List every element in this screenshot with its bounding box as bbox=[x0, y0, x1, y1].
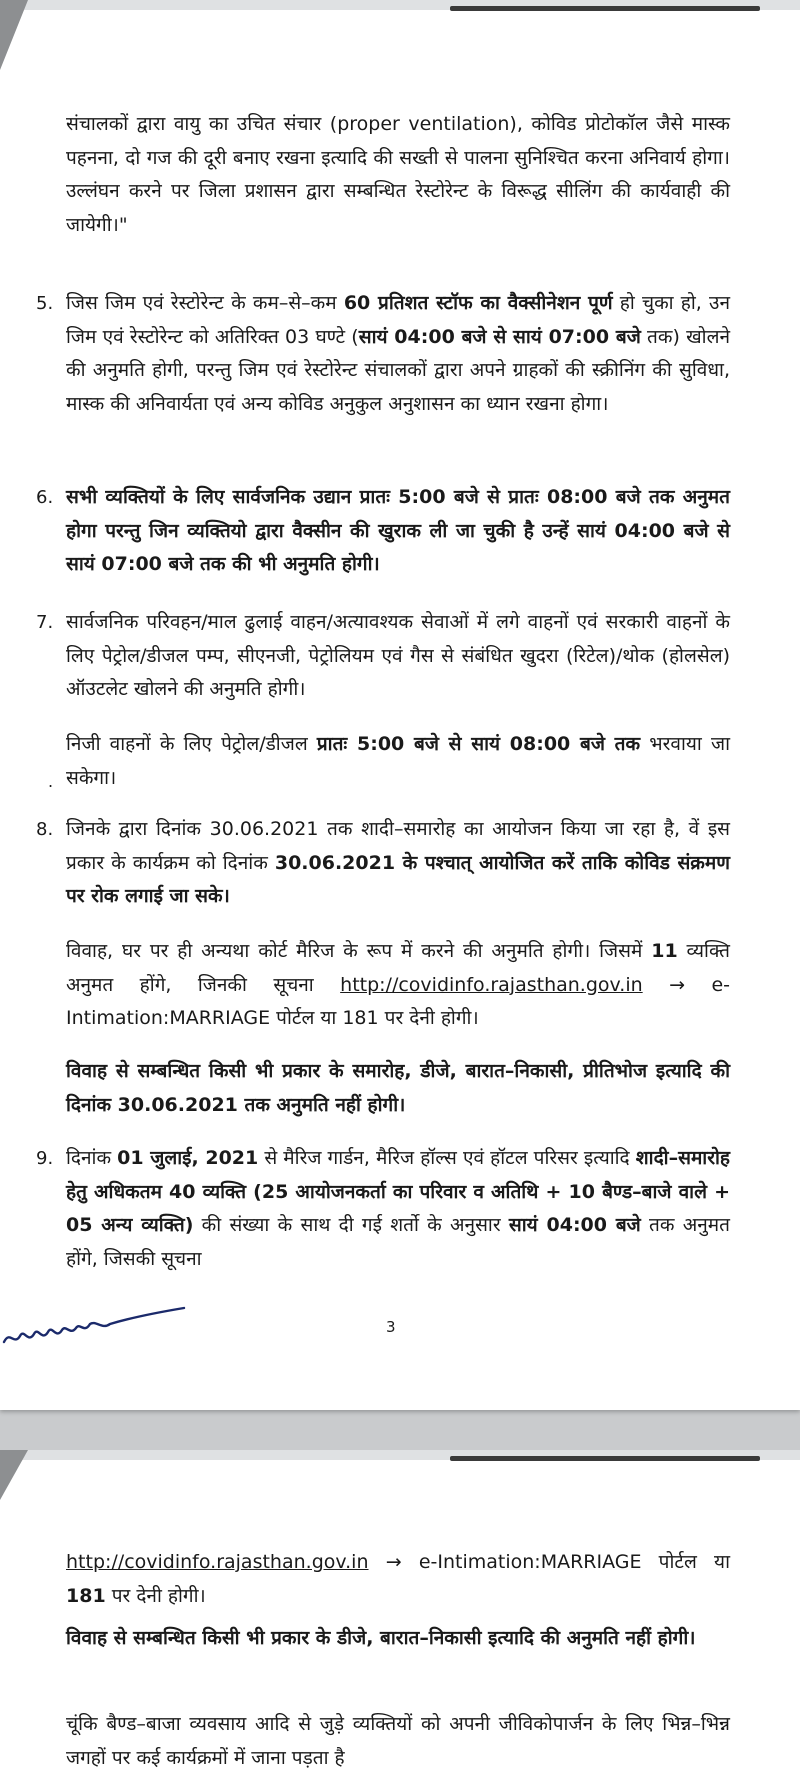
page4-band-paragraph: चूंकि बैण्ड–बाजा व्यवसाय आदि से जुड़े व्यक्तियों को अपनी जीविकोपार्जन के लिए भिन्न–भिन्न जगहों पर कई कार्यक्रमों में जाना पड़ता है bbox=[66, 1713, 730, 1769]
item-9-paragraph: दिनांक 01 जुलाई, 2021 से मैरिज गार्डन, मैरिज हॉल्स एवं हॉटल परिसर इत्यादि शादी–समारोह हेतु अधिकतम 40 व्यक्ति (25 आयोजनकर्ता का परिवार व अतिथि + 10 बैण्ड–बाजे वाले + 05 अन्य व्यक्ति) की संख्या के साथ दी गई शर्तो के अनुसार सायं 04:00 बजे तक अनुमत होंगे, जिसकी सूचना bbox=[66, 1147, 731, 1270]
page-corner-fold bbox=[0, 1450, 28, 1500]
item-6-paragraph: सभी व्यक्तियों के लिए सार्वजनिक उद्यान प्रातः 5:00 बजे से प्रातः 08:00 बजे तक अनुमत होगा परन्तु जिन व्यक्तियो द्वारा वैक्सीन की खुराक ली जा चुकी है उन्हें सायं 04:00 बजे से सायं 07:00 बजे तक की भी अनुमति होगी। bbox=[66, 486, 730, 575]
covidinfo-link[interactable]: http://covidinfo.rajasthan.gov.in bbox=[66, 1551, 369, 1573]
item-8-marriage-rule: विवाह, घर पर ही अन्यथा कोर्ट मैरिज के रूप में करने की अनुमति होगी। जिसमें 11 व्यक्ति अनुमत होंगे, जिनकी सूचना http://covidinfo.rajasthan.gov.in → e-Intimation:MARRIAGE पोर्टल या 181 पर देनी होगी। bbox=[66, 940, 730, 1029]
page4-dj-ban: विवाह से सम्बन्धित किसी भी प्रकार के डीजे, बारात–निकासी इत्यादि की अनुमति नहीं होगी। bbox=[66, 1627, 696, 1649]
item-6-number: 6. bbox=[36, 487, 54, 508]
item-5-paragraph: जिस जिम एवं रेस्टोरेन्ट के कम–से–कम 60 प्रतिशत स्टॉफ का वैक्सीनेशन पूर्ण हो चुका हो, उन जिम एवं रेस्टोरेन्ट को अतिरिक्त 03 घण्टे (सायं 04:00 बजे से सायं 07:00 बजे तक) खोलने की अनुमति होगी, परन्तु जिम एवं रेस्टोरेन्ट संचालकों द्वारा अपने ग्राहकों की स्क्रीनिंग की सुविधा, मास्क की अनिवार्यता एवं अन्य कोविड अनुकुल अनुशासन का ध्यान रखना होगा। bbox=[66, 292, 730, 415]
item-5-number: 5. bbox=[36, 293, 54, 314]
covidinfo-link[interactable]: http://covidinfo.rajasthan.gov.in bbox=[340, 973, 643, 996]
intro-paragraph: संचालकों द्वारा वायु का उचित संचार (proper ventilation), कोविड प्रोटोकॉल जैसे मास्क पहनना, दो गज की दूरी बनाए रखना इत्यादि की सख्ती से पालना सुनिश्चित करना अनिवार्य होगा। उल्लंघन करने पर जिला प्रशासन द्वारा सम्बन्धित रेस्टोरेन्ट के विरूद्ध सीलिंग की कार्यवाही की जायेगी।" bbox=[66, 113, 730, 236]
page-corner-fold bbox=[0, 0, 28, 70]
page-number: 3 bbox=[386, 1318, 396, 1336]
document-page-4 bbox=[0, 1450, 800, 1777]
signature-icon bbox=[0, 1300, 200, 1360]
page4-portal-line: http://covidinfo.rajasthan.gov.in → e-Intimation:MARRIAGE पोर्टल या 181 पर देनी होगी। bbox=[66, 1551, 730, 1607]
stray-dot: . bbox=[48, 772, 54, 791]
item-7-private-vehicles: निजी वाहनों के लिए पेट्रोल/डीजल प्रातः 5:00 बजे से सायं 08:00 बजे तक भरवाया जा सकेगा। bbox=[66, 733, 731, 789]
item-8-paragraph: जिनके द्वारा दिनांक 30.06.2021 तक शादी–समारोह का आयोजन किया जा रहा है, वें इस प्रकार के कार्यक्रम को दिनांक 30.06.2021 के पश्चात् आयोजित करें ताकि कोविड संक्रमण पर रोक लगाई जा सके। bbox=[66, 818, 730, 907]
page-top-shadow bbox=[450, 1456, 760, 1461]
page-top-shadow bbox=[450, 6, 760, 11]
item-8-ceremony-ban: विवाह से सम्बन्धित किसी भी प्रकार के समारोह, डीजे, बारात–निकासी, प्रीतिभोज इत्यादि की दिनांक 30.06.2021 तक अनुमति नहीं होगी। bbox=[66, 1060, 730, 1116]
item-7-number: 7. bbox=[36, 612, 54, 633]
item-7-paragraph: सार्वजनिक परिवहन/माल ढुलाई वाहन/अत्यावश्यक सेवाओं में लगे वाहनों एवं सरकारी वाहनों के लिए पेट्रोल/डीजल पम्प, सीएनजी, पेट्रोलियम एवं गैस से संबंधित खुदरा (रिटेल)/थोक (होलसेल) ऑउटलेट खोलने की अनुमति होगी। bbox=[66, 611, 730, 700]
item-8-number: 8. bbox=[36, 819, 54, 840]
item-9-number: 9. bbox=[36, 1148, 54, 1169]
